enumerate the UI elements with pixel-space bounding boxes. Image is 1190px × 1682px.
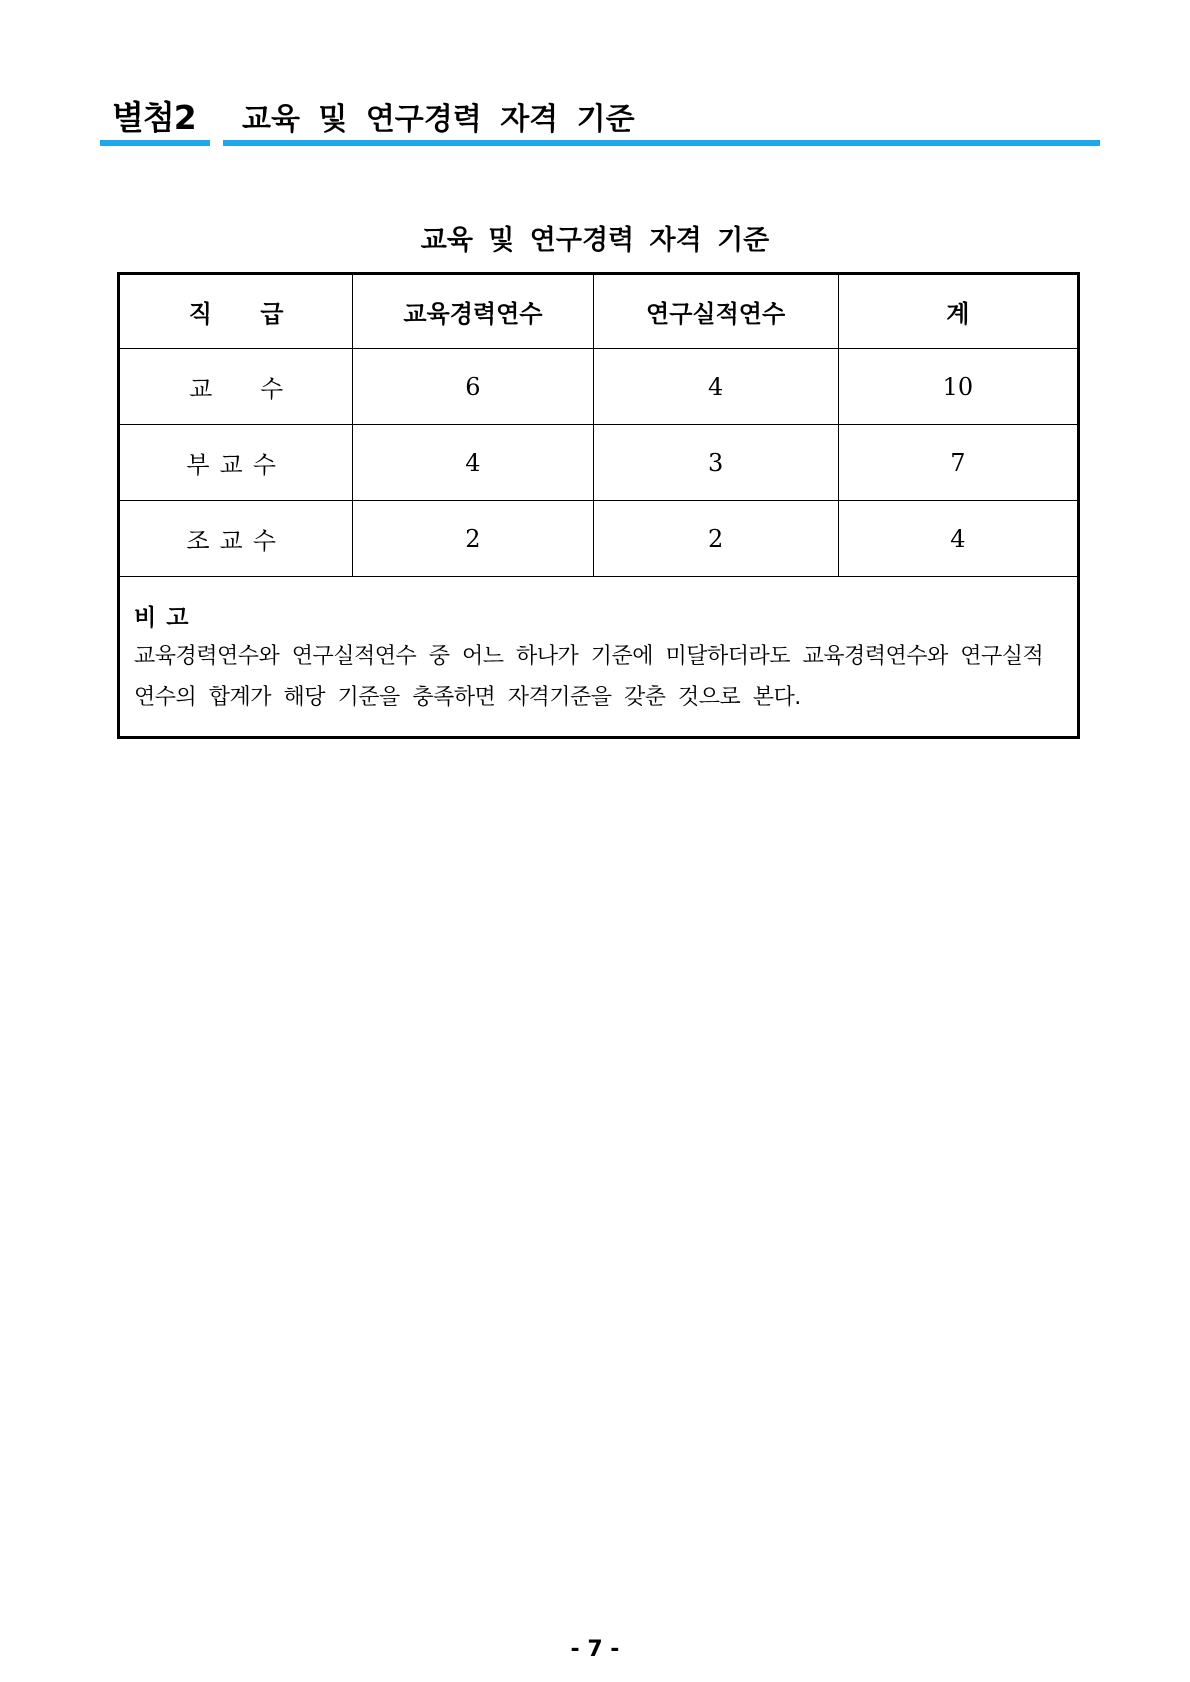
total-years-cell: 7 — [838, 425, 1078, 501]
notes-cell — [119, 577, 1079, 738]
education-years-cell: 6 — [353, 349, 593, 425]
total-years-cell: 10 — [838, 349, 1078, 425]
column-header-total: 계 — [838, 274, 1078, 349]
column-header-research: 연구실적연수 — [593, 274, 838, 349]
attachment-title: 교육 및 연구경력 자격 기준 — [242, 102, 635, 137]
table-row — [119, 349, 1079, 425]
notes-row — [119, 577, 1079, 738]
criteria-table — [117, 272, 1080, 739]
rank-cell: 부교수 — [119, 425, 353, 501]
education-years-cell: 4 — [353, 425, 593, 501]
notes-text: 교육경력연수와 연구실적연수 중 어느 하나가 기준에 미달하더라도 교육경력연수와 연구실적연수의 합계가 해당 기준을 충족하면 자격기준을 갖춘 것으로 본다. — [134, 644, 1044, 710]
notes-title: 비고 — [134, 605, 199, 631]
table-row — [119, 425, 1079, 501]
research-years-cell: 2 — [593, 501, 838, 577]
total-years-cell: 4 — [838, 501, 1078, 577]
research-years-cell: 4 — [593, 349, 838, 425]
research-years-cell: 3 — [593, 425, 838, 501]
header-rule-short — [100, 140, 210, 146]
column-header-rank: 직 급 — [119, 274, 353, 349]
table-row — [119, 501, 1079, 577]
attachment-label: 별첨2 — [112, 98, 196, 137]
document-header — [100, 88, 1100, 146]
education-years-cell: 2 — [353, 501, 593, 577]
header-rule-long — [223, 140, 1100, 146]
rank-cell: 교 수 — [119, 349, 353, 425]
table-title: 교육 및 연구경력 자격 기준 — [420, 225, 770, 256]
table-header-row — [119, 274, 1079, 349]
page-number: - 7 - — [570, 1637, 620, 1662]
column-header-education: 교육경력연수 — [353, 274, 593, 349]
rank-cell: 조교수 — [119, 501, 353, 577]
